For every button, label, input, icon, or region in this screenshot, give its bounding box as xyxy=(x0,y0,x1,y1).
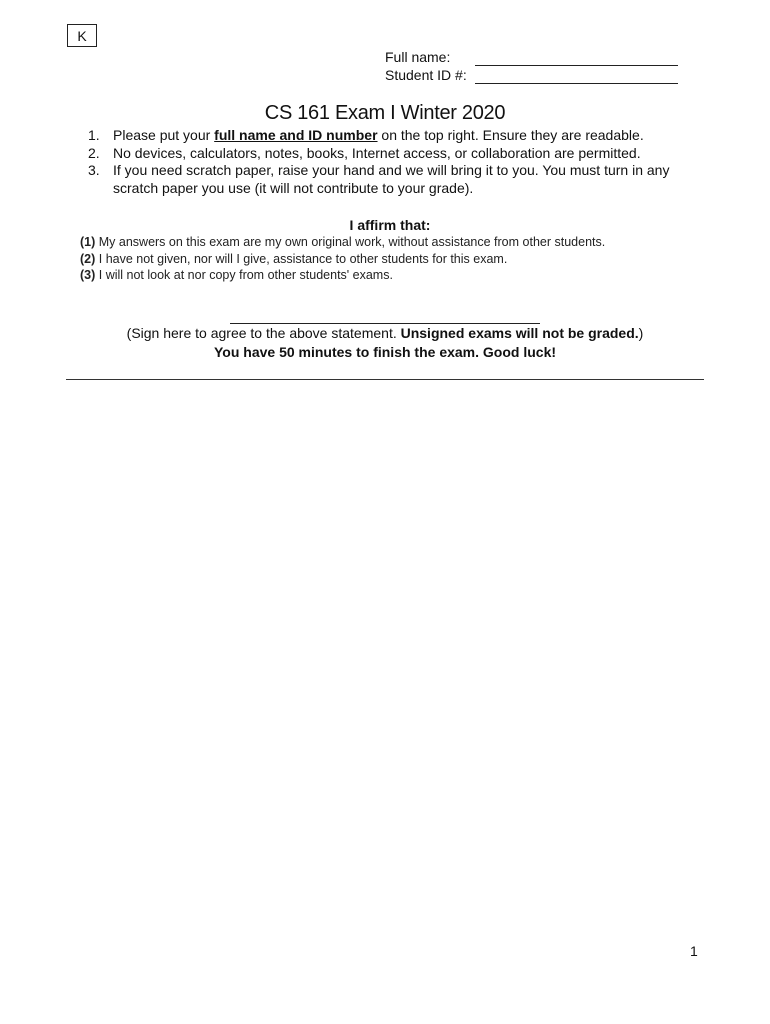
instruction-item xyxy=(88,127,708,145)
page-number: 1 xyxy=(690,943,698,959)
affirmation-text: I have not given, nor will I give, assistance to other students for this exam. xyxy=(95,251,508,266)
instruction-item xyxy=(88,162,708,197)
affirmation-tag: (1) xyxy=(80,235,96,249)
instruction-number: 3. xyxy=(88,162,100,178)
time-limit-note: You have 50 minutes to finish the exam. Good luck! xyxy=(213,344,557,360)
signature-note-warning: Unsigned exams will not be graded. xyxy=(400,325,639,341)
signature-note-prefix: (Sign here to agree to the above statement. xyxy=(126,325,401,341)
affirm-heading: I affirm that: xyxy=(349,217,431,233)
affirmation-item xyxy=(80,251,605,268)
instruction-text-after: on the top right. Ensure they are readable. xyxy=(377,127,644,143)
student-id-row xyxy=(385,66,678,84)
affirmation-tag: (2) xyxy=(80,251,96,266)
student-id-block xyxy=(385,48,678,84)
student-id-label: Student ID #: xyxy=(385,67,467,83)
instruction-list xyxy=(88,127,708,197)
affirmation-item xyxy=(80,234,605,251)
full-name-blank[interactable] xyxy=(475,51,678,66)
instruction-emphasis: full name and ID number xyxy=(214,127,378,143)
section-divider xyxy=(66,379,704,380)
signature-note-suffix: ) xyxy=(638,325,644,341)
student-id-blank[interactable] xyxy=(475,69,678,84)
affirmation-text: I will not look at nor copy from other students' exams. xyxy=(95,268,393,282)
affirmation-list xyxy=(80,234,605,284)
signature-note xyxy=(0,324,770,342)
instruction-text: No devices, calculators, notes, books, Internet access, or collaboration are permitted. xyxy=(113,144,641,161)
affirmation-text: My answers on this exam are my own original work, without assistance from other students. xyxy=(95,235,606,249)
instruction-item xyxy=(88,145,708,163)
instruction-text: If you need scratch paper, raise your hand and we will bring it to you. You must turn in any scratch paper you use (it will not contribute to your grade). xyxy=(113,162,670,196)
exam-version-box: K xyxy=(67,24,97,47)
instruction-number: 1. xyxy=(88,127,100,143)
full-name-row xyxy=(385,48,678,66)
affirmation-item xyxy=(80,267,605,284)
exam-title: CS 161 Exam I Winter 2020 xyxy=(264,102,506,124)
instruction-number: 2. xyxy=(88,144,100,161)
instruction-text-before: Please put your xyxy=(113,127,215,143)
affirmation-tag: (3) xyxy=(80,268,96,282)
full-name-label: Full name: xyxy=(385,49,451,65)
